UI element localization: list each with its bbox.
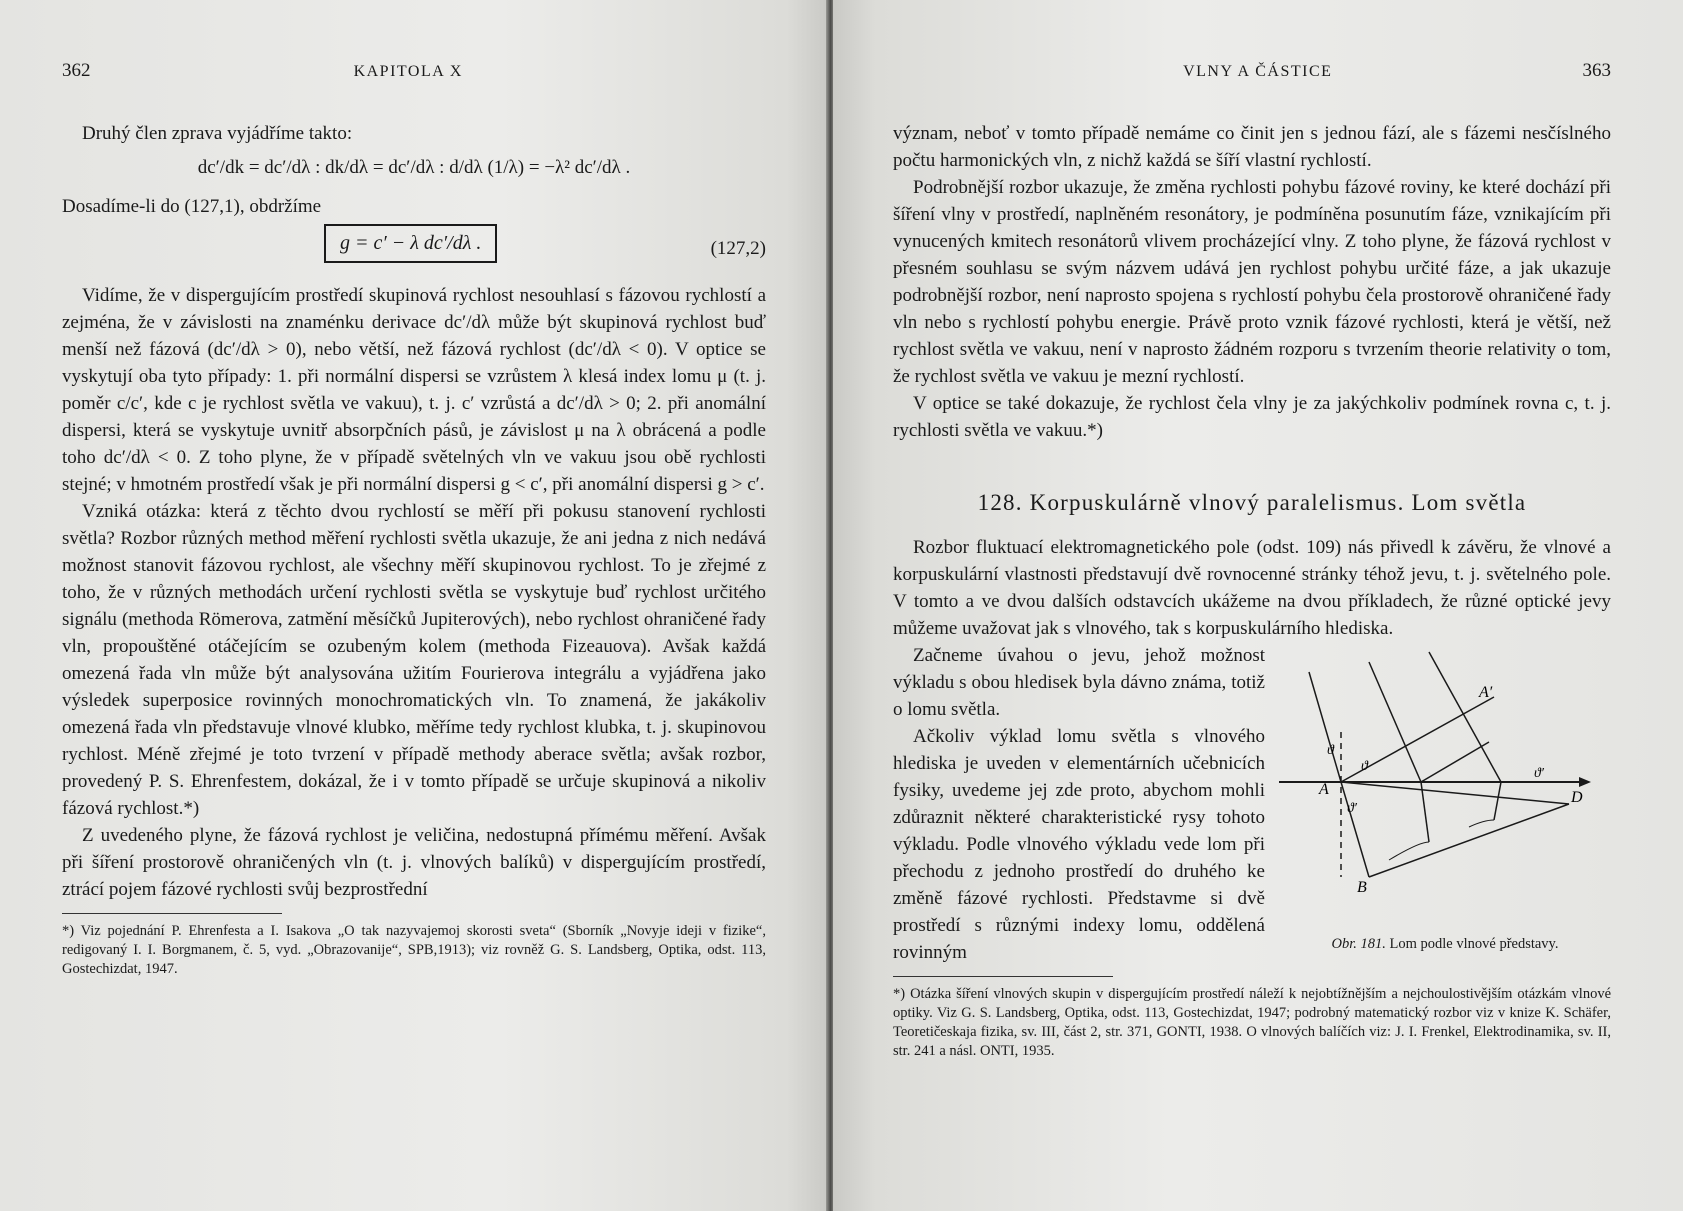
- right-footnote-rule: [893, 976, 1113, 977]
- text-figure-row: [893, 642, 1611, 966]
- equation-number: (127,2): [710, 238, 766, 259]
- right-chapter-title: VLNY A ČÁSTICE: [1183, 63, 1333, 80]
- left-page-number: 362: [62, 60, 91, 81]
- right-para-4: Rozbor fluktuací elektromagnetického pole (odst. 109) nás přivedl k závěru, že vlnové a korpuskulární vlastnosti představují dvě rovnocenné stránky téhož jevu, t. j. světelného pole. V tomto a ve dvou dalších odstavcích ukážeme na dvou příkladech, že různé optické jevy můžeme uvažovat jak s vlnového, tak s korpuskulárního hlediska.: [893, 537, 1611, 639]
- section-title: 128. Korpuskulárně vlnový paralelismus. Lom světla: [977, 490, 1527, 515]
- boxed-formula: g = c′ − λ dc′/dλ .: [324, 224, 497, 263]
- left-para-substitute: Dosadíme-li do (127,1), obdržíme: [62, 196, 322, 217]
- refracted-ray-1: [1341, 782, 1369, 877]
- right-footnote: *) Otázka šíření vlnových skupin v dispergujícím prostředí náleží k nejobtížnějším a nejchoulostivějším otázkám vlnové optiky. Viz G. S. Landsberg, Optika, odst. 113, Gostechizdat, 1947; podrobný matematický rozbor viz v knize K. Schäfer, Teoretičeskaja fizika, sv. III, část 2, str. 371, GONTI, 1938. O vlnových balíčích viz: J. I. Frenkel, Elektrodinamika, sv. II, str. 241 a násl. ONTI, 1935.: [893, 986, 1611, 1059]
- label-d: D: [1571, 789, 1583, 806]
- figure-caption: [1279, 936, 1611, 953]
- right-para-5: Začneme úvahou o jevu, jehož možnost výkladu s obou hledisek byla dávno známa, totiž o lomu světla.: [893, 645, 1265, 720]
- right-para-6: Ačkoliv výklad lomu světla s vlnového hlediska je uveden v elementárních učebnicích fysiky, uvedeme jej zde proto, abychom mohli zdůraznit některé charakteristické rysy tohoto výkladu. Podle vlnového výkladu vede lom při přechodu z jednoho prostředí do druhého ke změně fázové rychlosti. Představme si dvě prostředí s různými indexy lomu, oddělená rovinným: [893, 726, 1265, 963]
- refracted-ray-3: [1494, 782, 1501, 820]
- label-b: B: [1357, 879, 1367, 896]
- left-para-1: Vidíme, že v dispergujícím prostředí skupinová rychlost nesouhlasí s fázovou rychlostí a zejména, že v závislosti na znaménku derivace dc′/dλ může být skupinová rychlost buď menší než fázová (dc′/dλ > 0), nebo větší, než fázová rychlost (dc′/dλ < 0). V optice se vyskytují oba tyto případy: 1. při normální dispersi se vzrůstem λ klesá index lomu μ (t. j. poměr c/c′, kde c je rychlost světla ve vakuu), t. j. c′ vzrůstá a dc′/dλ > 0; 2. při anomální dispersi, která se vyskytuje uvnitř absorpčních pásů, je závislost μ na λ obrácená a podle toho dc′/dλ < 0. Z toho plyne, že v případě světelných vln ve vakuu jsou obě rychlosti stejné; v hmotném prostředí však je při normální dispersi g < c′, při anomální dispersi g > c′.: [62, 285, 766, 495]
- label-a-prime: A′: [1479, 684, 1493, 701]
- left-running-head: [62, 60, 766, 82]
- left-footnote-rule: [62, 913, 282, 914]
- formula-derivative: dc′/dk = dc′/dλ : dk/dλ = dc′/dλ : d/dλ (1/λ) = −λ² dc′/dλ .: [197, 157, 631, 178]
- right-running-head: [893, 60, 1611, 82]
- wrapped-text-column: [893, 642, 1265, 966]
- right-page: [833, 0, 1683, 1211]
- label-a: A: [1319, 781, 1329, 798]
- label-theta-1: ϑ: [1327, 743, 1334, 758]
- left-para-2: Vzniká otázka: která z těchto dvou rychlostí se měří při pokusu stanovení rychlosti světla? Rozbor různých method měření rychlosti světla ukazuje, že ani jedna z nich nedává možnost stanovit fázovou rychlost, ale všechny měří skupinovou rychlost. To je zřejmé z toho, že v různých methodách určení rychlosti světla se vyskytuje buď rychlost určitého signálu (methoda Römerova, zatmění měsíčků Jupiterových), nebo rychlost ohraničené řady vln, propouštěné otáčejícím se ozubeným kolem (methoda Fizeauova). Avšak každá omezená řada vln může být analysována užitím Fourierova integrálu a vyjádřena jako výsledek superposice rovinných monochromatických vln. To znamená, že jakákoliv omezená řada vln představuje vlnové klubko, měříme tedy rychlost klubka, t. j. skupinovou rychlost. Méně zřejmé je toto tvrzení v případě methody aberace světla; avšak rozbor, provedený P. S. Ehrenfestem, dokázal, že i v tomto případě se určuje skupinová a nikoliv fázová rychlost.*): [62, 501, 766, 819]
- right-para-2: Podrobnější rozbor ukazuje, že změna rychlosti pohybu fázové roviny, ke které dochází při šíření vlny v prostředí, naplněném resonátory, je podmíněna posunutím fáze, vznikajícím při vynucených kmitech resonátorů vlivem procházející vlny. Z toho plyne, že fázová rychlost v přesném souhlasu se svým názvem udává jen rychlost pohybu určité fáze, a jak ukazuje podrobnější rozbor, není naprosto spojena s rychlostí pohybu čela prostorově ohraničené řady vln nebo s rychlostí pohybu energie. Právě proto vznik fázové rychlosti, která je větší, než rychlost světla ve vakuu, není v naprosto žádném rozporu s tvrzením theorie relativity o tom, že rychlost světla ve vakuu je mezní rychlostí.: [893, 177, 1611, 387]
- figure-caption-label: Obr. 181.: [1331, 936, 1386, 952]
- label-theta-2: ϑ: [1361, 759, 1368, 774]
- wavefront-2: [1421, 742, 1489, 782]
- incident-ray-3: [1429, 652, 1501, 782]
- label-theta-prime-2: ϑ′: [1534, 766, 1544, 781]
- figure-caption-text: Lom podle vlnové představy.: [1389, 936, 1559, 952]
- incident-ray-2: [1369, 662, 1421, 782]
- interface-arrow: [1579, 777, 1591, 787]
- left-para-intro: Druhý člen zprava vyjádříme takto:: [82, 123, 353, 144]
- refraction-figure: [1279, 642, 1611, 966]
- right-para-3: V optice se také dokazuje, že rychlost čela vlny je za jakýchkoliv podmínek rovna c, t. j. rychlosti světla ve vakuu.*): [893, 393, 1611, 441]
- refracted-wavefront: [1369, 804, 1569, 877]
- right-para-1: význam, neboť v tomto případě nemáme co činit jen s jednou fází, ale s fázemi nesčíslného počtu harmonických vln, z nichž každá se šíří vlastní rychlostí.: [893, 123, 1611, 171]
- left-para-3: Z uvedeného plyne, že fázová rychlost je veličina, nedostupná přímému měření. Avšak při šíření prostorově ohraničených vln (t. j. vlnových balíků) v dispergujícím prostředí, ztrácí pojem fázové rychlosti svůj bezprostřední: [62, 825, 766, 900]
- right-page-number: 363: [1582, 60, 1611, 81]
- left-page: [0, 0, 828, 1211]
- left-chapter-title: KAPITOLA X: [353, 63, 463, 80]
- boxed-equation-row: [62, 222, 766, 274]
- left-footnote: *) Viz pojednání P. Ehrenfesta a I. Isakova „O tak nazyvajemoj skorosti sveta“ (Sborník „Novyje ideji v fizike“, redigovaný I. I. Borgmanem, č. 5, vyd. „Obrazovanije“, SPB,1913); viz rovněž G. S. Landsberg, Optika, odst. 113, Gostechizdat, 1947.: [62, 923, 766, 977]
- label-theta-prime-1: ϑ′: [1347, 801, 1357, 816]
- refraction-diagram: [1279, 642, 1609, 932]
- arc-2: [1469, 820, 1494, 827]
- refracted-boundary: [1341, 782, 1569, 804]
- incident-ray-1: [1309, 672, 1341, 782]
